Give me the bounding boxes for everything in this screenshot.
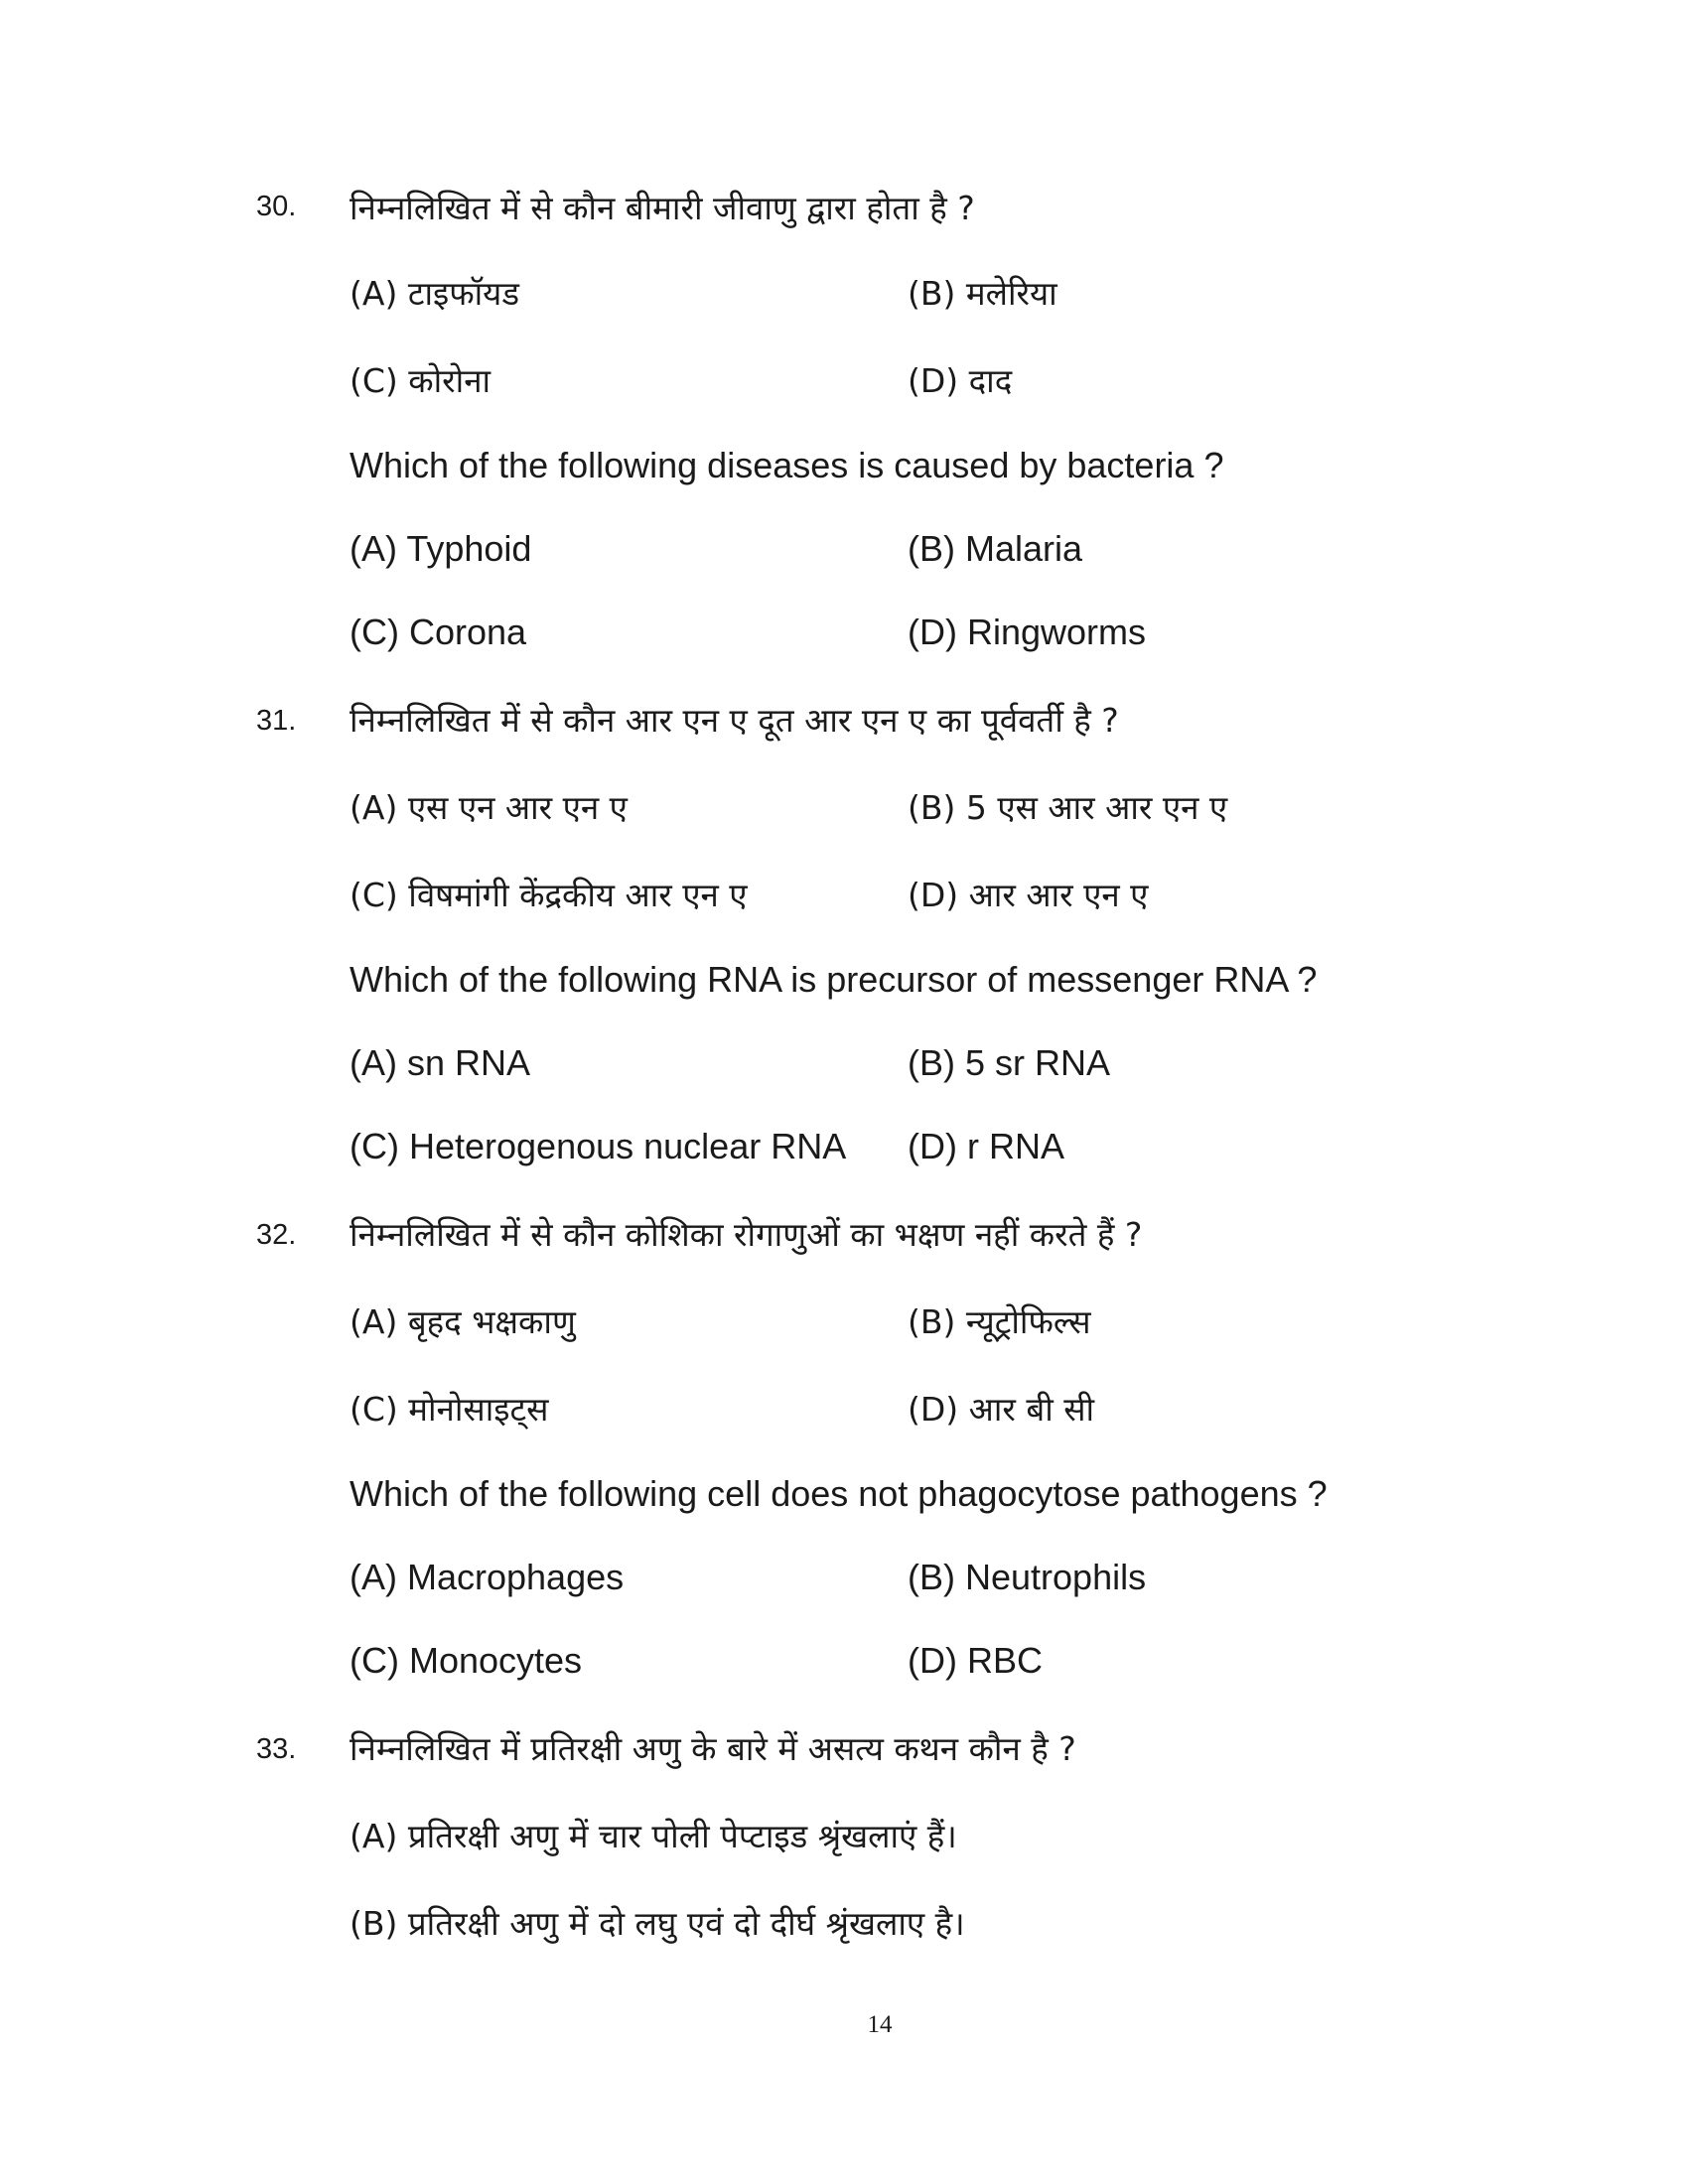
question-number: 31. bbox=[256, 705, 297, 737]
question-text-english: Which of the following cell does not phagocytose pathogens ? bbox=[350, 1473, 1328, 1514]
option-b-hindi: (B) प्रतिरक्षी अणु में दो लघु एवं दो दीर्घ श्रृंखलाए है। bbox=[350, 1904, 965, 1943]
option-a-hindi: (A) एस एन आर एन ए bbox=[350, 788, 628, 827]
option-d-english: (D) r RNA bbox=[908, 1126, 1064, 1166]
question-number: 33. bbox=[256, 1733, 297, 1765]
page-number: 14 bbox=[867, 2011, 893, 2038]
question-text-hindi: निम्नलिखित में से कौन आर एन ए दूत आर एन ए का पूर्ववर्ती है ? bbox=[350, 701, 1119, 740]
question-number: 30. bbox=[256, 191, 297, 222]
option-a-hindi: (A) टाइफॉयड bbox=[350, 274, 519, 313]
question-text-hindi: निम्नलिखित में से कौन कोशिका रोगाणुओं का भक्षण नहीं करते हैं ? bbox=[350, 1215, 1143, 1254]
option-d-hindi: (D) दाद bbox=[908, 361, 1013, 400]
option-b-hindi: (B) न्यूट्रोफिल्स bbox=[908, 1302, 1091, 1341]
option-b-english: (B) Malaria bbox=[908, 528, 1083, 569]
option-c-english: (C) Monocytes bbox=[350, 1640, 583, 1681]
option-c-hindi: (C) मोनोसाइट्स bbox=[350, 1390, 549, 1429]
option-d-english: (D) RBC bbox=[908, 1640, 1043, 1681]
question-text-english: Which of the following RNA is precursor of messenger RNA ? bbox=[350, 959, 1318, 1000]
option-a-english: (A) sn RNA bbox=[350, 1042, 531, 1083]
option-c-hindi: (C) विषमांगी केंद्रकीय आर एन ए bbox=[350, 876, 748, 914]
question-text-hindi: निम्नलिखित में प्रतिरक्षी अणु के बारे में असत्य कथन कौन है ? bbox=[350, 1729, 1076, 1768]
option-d-hindi: (D) आर बी सी bbox=[908, 1390, 1095, 1429]
option-b-english: (B) Neutrophils bbox=[908, 1557, 1147, 1597]
option-a-hindi: (A) प्रतिरक्षी अणु में चार पोली पेप्टाइड श्रृंखलाएं हैं। bbox=[350, 1817, 957, 1855]
option-d-english: (D) Ringworms bbox=[908, 612, 1147, 652]
option-d-hindi: (D) आर आर एन ए bbox=[908, 876, 1149, 914]
option-a-hindi: (A) बृहद भक्षकाणु bbox=[350, 1302, 576, 1341]
option-b-english: (B) 5 sr RNA bbox=[908, 1042, 1111, 1083]
question-text-english: Which of the following diseases is caused by bacteria ? bbox=[350, 445, 1224, 485]
question-number: 32. bbox=[256, 1219, 297, 1251]
option-a-english: (A) Macrophages bbox=[350, 1557, 625, 1597]
question-text-hindi: निम्नलिखित में से कौन बीमारी जीवाणु द्वारा होता है ? bbox=[350, 189, 975, 227]
option-c-english: (C) Heterogenous nuclear RNA bbox=[350, 1126, 847, 1166]
option-b-hindi: (B) 5 एस आर आर एन ए bbox=[908, 788, 1228, 827]
option-b-hindi: (B) मलेरिया bbox=[908, 274, 1057, 313]
option-c-english: (C) Corona bbox=[350, 612, 527, 652]
option-c-hindi: (C) कोरोना bbox=[350, 361, 492, 400]
option-a-english: (A) Typhoid bbox=[350, 528, 532, 569]
